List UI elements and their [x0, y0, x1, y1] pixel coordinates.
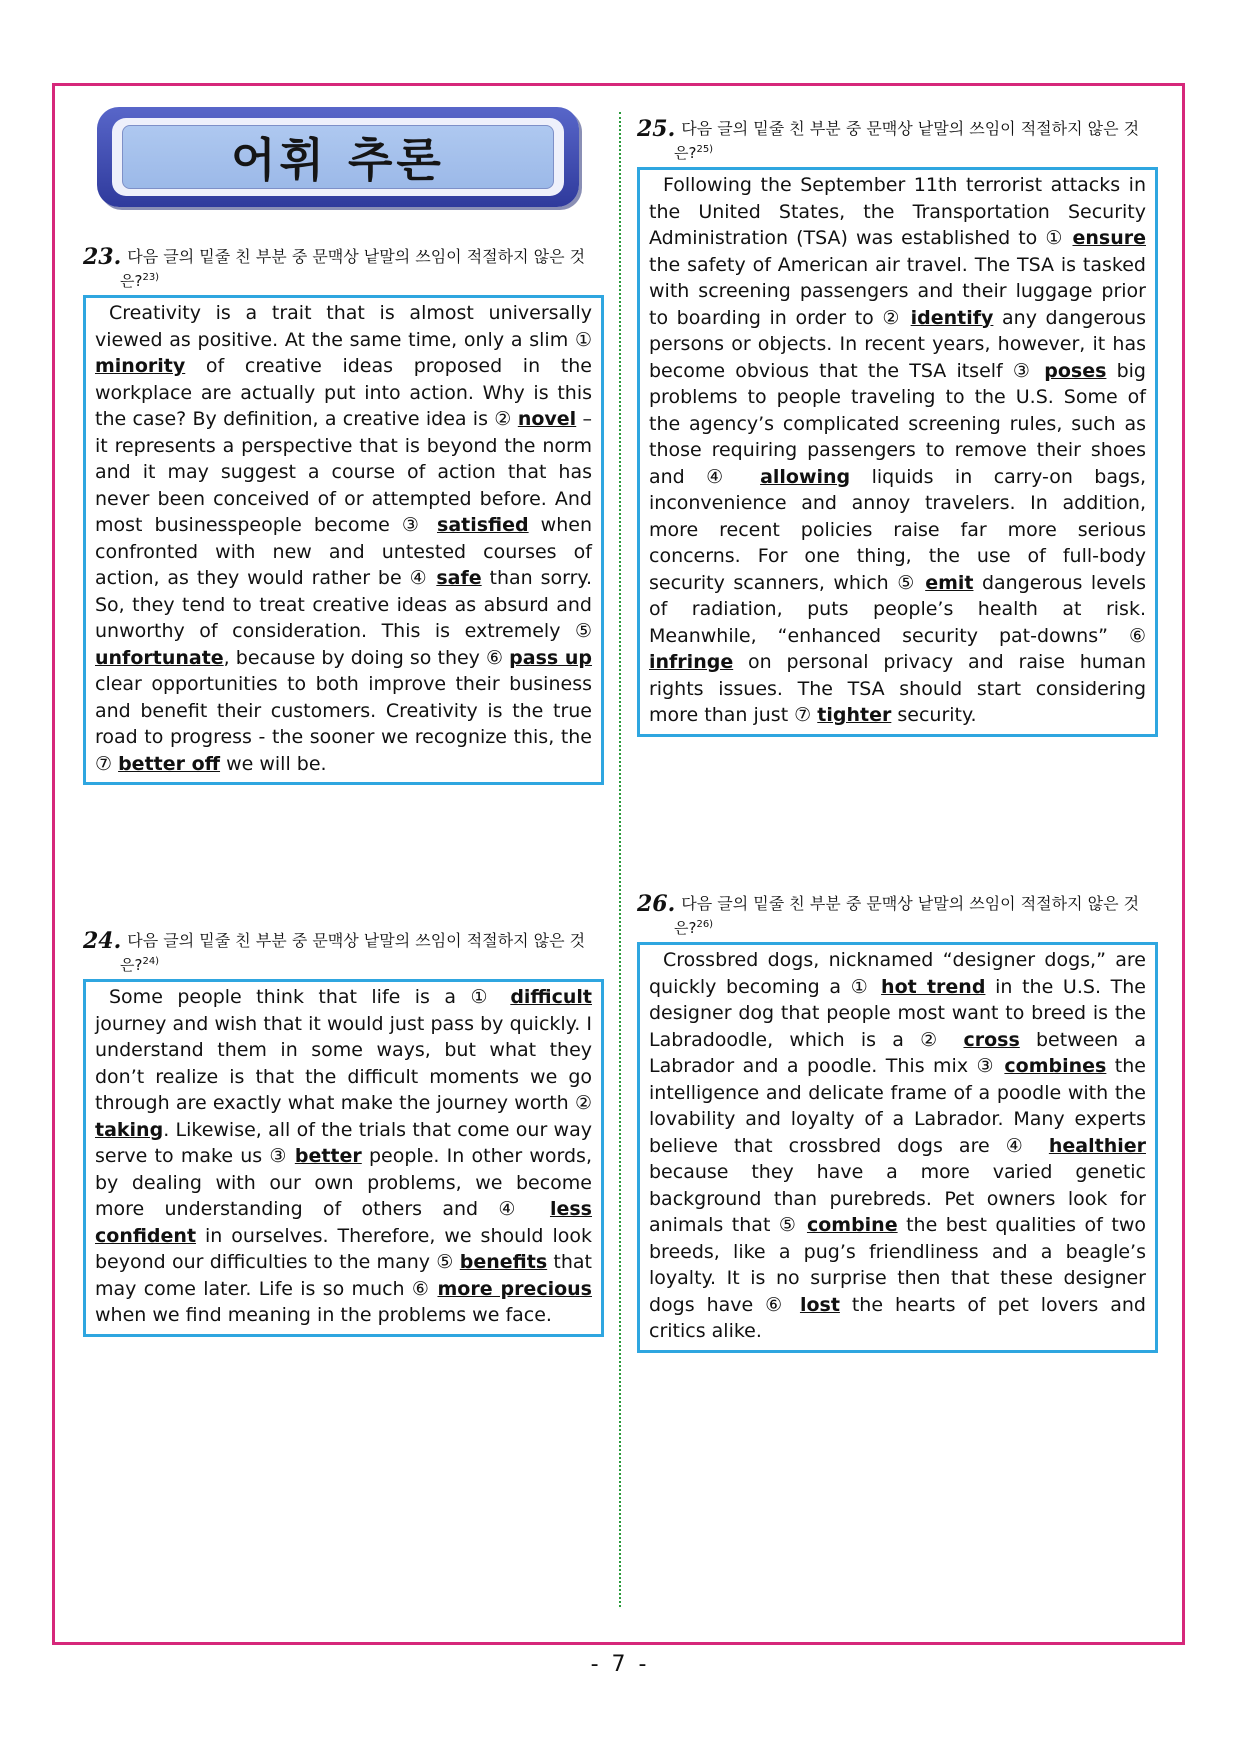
question-prompt: 다음 글의 밑줄 친 부분 중 문맥상 낱말의 쓰임이 적절하지 않은 것	[127, 247, 586, 266]
passage-text: because they have a more varied genetic background than purebreds. Pet owners look for animals that ⑤	[649, 1161, 1146, 1236]
passage-text: dangerous levels of radiation, puts people’s health at risk. Meanwhile, “enhanced security pat-downs” ⑥	[649, 571, 1146, 647]
passage-text: the intelligence and delicate frame of a poodle with the lovability and loyalty of a Labrador. Many experts believe that crossbred dogs are ④	[649, 1055, 1146, 1157]
underlined-word: novel	[517, 408, 577, 430]
passage-text: Some people think that life is a ①	[109, 986, 511, 1008]
question-number: 24.	[83, 928, 122, 954]
prompt-tail-text: 은?	[120, 272, 143, 290]
underlined-word: satisfied	[437, 514, 529, 536]
question-25	[637, 118, 1158, 737]
underlined-word: less confident	[95, 1198, 592, 1247]
passage-text: people. In other words, by dealing with our own problems, we become more understanding of others and ④	[95, 1145, 592, 1220]
question-prompt: 다음 글의 밑줄 친 부분 중 문맥상 낱말의 쓰임이 적절하지 않은 것	[681, 894, 1140, 913]
passage-text: of creative ideas proposed in the workplace are actually put into action. Why is this the case? By definition, a creative idea is ②	[95, 355, 592, 430]
passage-text: clear opportunities to both improve their business and benefit their customers. Creativity is the true road to progress - the sooner we recognize this, the ⑦	[95, 673, 592, 775]
underlined-word: better off	[118, 752, 221, 775]
passage-text: liquids in carry-on bags, inconvenience and annoy travelers. In addition, more recent policies raise far more serious concerns. For one thing, the use of full-body security scanners, which ⑤	[649, 465, 1146, 594]
passage-box	[637, 167, 1158, 737]
underlined-word: more precious	[437, 1277, 592, 1300]
passage-text: than sorry. So, they tend to treat creative ideas as absurd and unworthy of consideration. This is extremely ⑤	[95, 567, 592, 642]
column-divider	[619, 112, 621, 1607]
question-26	[637, 893, 1158, 1353]
passage-text: when we find meaning in the problems we face.	[95, 1304, 552, 1326]
underlined-word: unfortunate	[95, 646, 224, 669]
passage-text: Following the September 11th terrorist attacks in the United States, the Transportation Security Administration (TSA) was established to ①	[649, 174, 1146, 249]
underlined-word: tighter	[817, 704, 892, 726]
question-prompt-tail	[637, 140, 1158, 163]
underlined-word: combine	[806, 1214, 898, 1236]
page-number: - 7 -	[590, 1652, 650, 1677]
section-title: 어휘 추론	[231, 133, 445, 187]
question-prompt-tail	[83, 268, 604, 291]
underlined-word: pass up	[509, 646, 592, 669]
underlined-word: identify	[910, 306, 994, 329]
underlined-word: safe	[436, 567, 482, 589]
passage-text: . Likewise, all of the trials that come our way serve to make us ③	[95, 1118, 592, 1167]
prompt-tail-text: 은?	[674, 144, 697, 162]
section-title-core	[122, 125, 554, 189]
passage-text: in the U.S. The designer dog that people most want to breed is the Labradoodle, which is a ②	[649, 975, 1146, 1051]
prompt-tail-text: 은?	[120, 956, 143, 974]
passage-text: journey and wish that it would just pass by quickly. I understand them in some ways, but what they don’t realize is that the difficult moments we go through are exactly what make the journey worth ②	[95, 1012, 592, 1114]
underlined-word: allowing	[760, 465, 851, 488]
underlined-word: better	[294, 1145, 362, 1167]
underlined-word: difficult	[510, 986, 592, 1008]
passage-text: big problems to people traveling to the U.S. Some of the agency’s complicated screening rules, such as those requiring passengers to remove their shoes and ④	[649, 359, 1146, 488]
question-header	[637, 118, 1158, 140]
question-number: 26.	[637, 891, 676, 917]
footnote-ref: 24)	[142, 956, 160, 967]
prompt-tail-text: 은?	[674, 919, 697, 937]
question-header	[83, 246, 604, 268]
passage-box	[637, 942, 1158, 1353]
underlined-word: combines	[1004, 1055, 1107, 1077]
passage-box	[83, 295, 604, 785]
underlined-word: ensure	[1072, 227, 1146, 249]
passage-text: , because by doing so they ⑥	[223, 646, 510, 669]
passage-text: when confronted with new and untested courses of action, as they would rather be ④	[95, 514, 592, 589]
passage-text: security.	[891, 704, 977, 726]
question-number: 23.	[83, 244, 122, 270]
footnote-ref: 23)	[142, 272, 160, 283]
section-title-box	[97, 107, 579, 207]
question-header	[637, 893, 1158, 915]
question-prompt-tail	[83, 952, 604, 975]
question-prompt: 다음 글의 밑줄 친 부분 중 문맥상 낱말의 쓰임이 적절하지 않은 것	[681, 119, 1140, 138]
underlined-word: taking	[95, 1118, 164, 1141]
question-number: 25.	[637, 116, 676, 142]
underlined-word: infringe	[649, 651, 734, 673]
passage-text: the safety of American air travel. The TSA is tasked with screening passengers and their luggage prior to boarding in order to ②	[649, 253, 1146, 329]
question-header	[83, 930, 604, 952]
question-prompt: 다음 글의 밑줄 친 부분 중 문맥상 낱말의 쓰임이 적절하지 않은 것	[127, 931, 586, 950]
passage-text: Creativity is a trait that is almost universally viewed as positive. At the same time, only a slim ①	[95, 302, 592, 351]
underlined-word: emit	[925, 571, 974, 594]
question-24	[83, 930, 604, 1337]
footnote-ref: 26)	[696, 919, 714, 930]
footnote-ref: 25)	[696, 144, 714, 155]
passage-text: on personal privacy and raise human rights issues. The TSA should start considering more than just ⑦	[649, 651, 1146, 726]
passage-text: we will be.	[220, 752, 327, 775]
passage-text: Crossbred dogs, nicknamed “designer dogs,” are quickly becoming a ①	[649, 949, 1146, 998]
passage-text: – it represents a perspective that is beyond the norm and it may suggest a course of action that has never been conceived of or attempted before. And most businesspeople become ③	[95, 408, 592, 536]
underlined-word: healthier	[1048, 1134, 1146, 1157]
passage-text: between a Labrador and a poodle. This mix ③	[649, 1028, 1146, 1077]
section-title-inner	[112, 118, 564, 196]
underlined-word: hot trend	[881, 975, 986, 998]
underlined-word: benefits	[459, 1251, 548, 1273]
underlined-word: minority	[95, 355, 186, 377]
underlined-word: poses	[1044, 359, 1107, 382]
passage-text: that may come later. Life is so much ⑥	[95, 1251, 593, 1300]
underlined-word: cross	[963, 1028, 1020, 1051]
passage-text: any dangerous persons or objects. In recent years, however, it has become obvious that the TSA itself ③	[649, 306, 1147, 382]
passage-box	[83, 979, 604, 1337]
question-prompt-tail	[637, 915, 1158, 938]
passage-text: in ourselves. Therefore, we should look beyond our difficulties to the many ⑤	[95, 1224, 592, 1273]
underlined-word: lost	[799, 1293, 840, 1316]
passage-text: the best qualities of two breeds, like a pug’s friendliness and a beagle’s loyalty. It is no surprise then that these designer dogs have ⑥	[649, 1214, 1147, 1316]
passage-text: the hearts of pet lovers and critics alike.	[649, 1293, 1146, 1342]
question-23	[83, 246, 604, 785]
